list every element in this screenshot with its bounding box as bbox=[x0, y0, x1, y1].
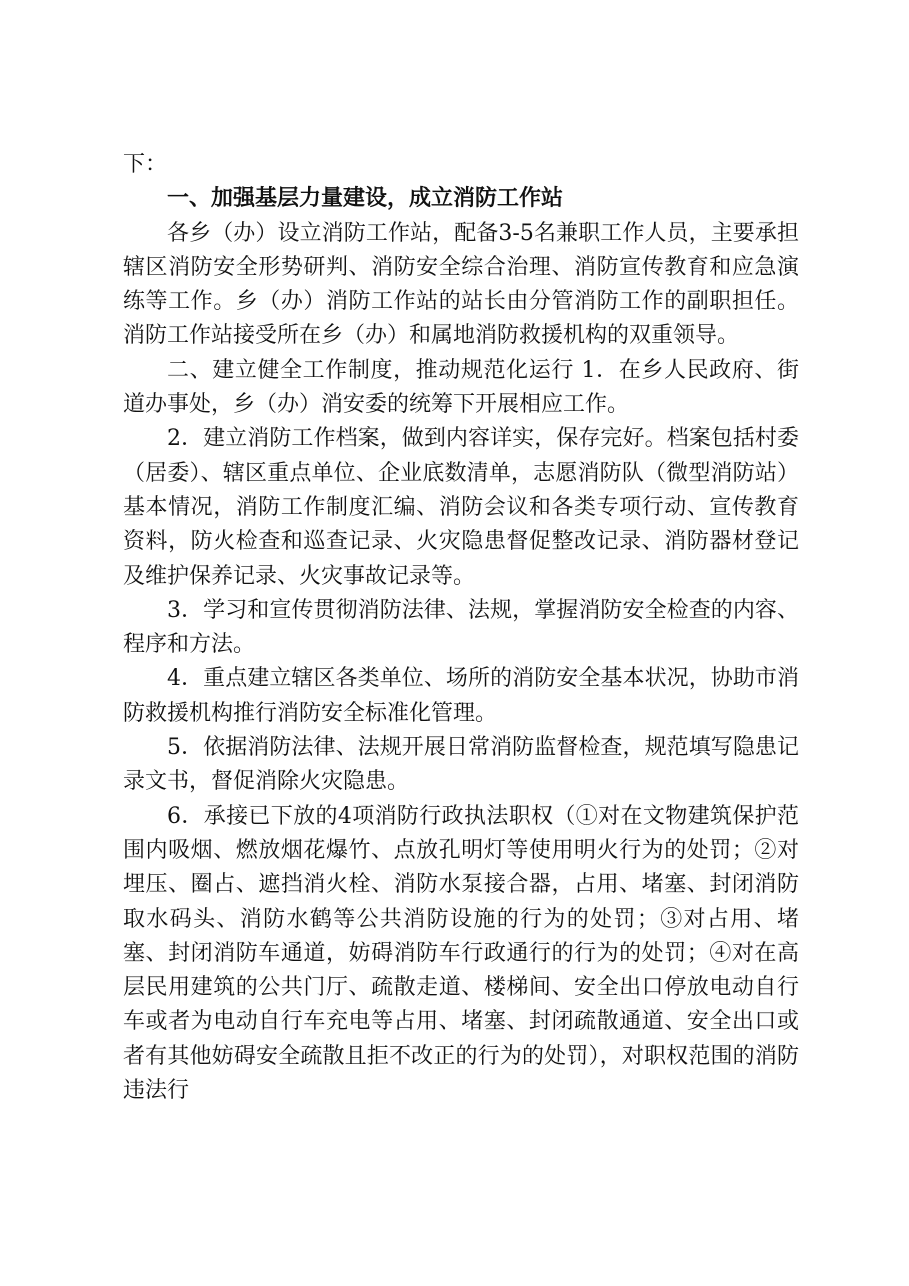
paragraph-workstation: 各乡（办）设立消防工作站，配备3-5名兼职工作人员，主要承担辖区消防安全形势研判、消防安全综合治理、消防宣传教育和应急演练等工作。乡（办）消防工作站的站长由分管消防工作的副职担任。消防工作站接受所在乡（办）和属地消防救援机构的双重领导。 bbox=[123, 220, 799, 349]
document-body bbox=[123, 148, 799, 1108]
list-item-6: 6．承接已下放的4项消防行政执法职权（①对在文物建筑保护范围内吸烟、燃放烟花爆竹、点放孔明灯等使用明火行为的处罚；②对埋压、圈占、遮挡消火栓、消防水泵接合器，占用、堵塞、封闭消防取水码头、消防水鹤等公共消防设施的行为的处罚；③对占用、堵塞、封闭消防车通道，妨碍消防车行政通行的行为的处罚；④对在高层民用建筑的公共门厅、疏散走道、楼梯间、安全出口停放电动自行车或者为电动自行车充电等占用、堵塞、封闭疏散通道、安全出口或者有其他妨碍安全疏散且拒不改正的行为的处罚），对职权范围的消防违法行 bbox=[123, 803, 799, 1104]
list-item-4: 4．重点建立辖区各类单位、场所的消防安全基本状况，协助市消防救援机构推行消防安全标准化管理。 bbox=[123, 666, 799, 726]
section-heading-1: 一、加强基层力量建设，成立消防工作站 bbox=[167, 186, 564, 212]
list-item-2: 2．建立消防工作档案，做到内容详实，保存完好。档案包括村委（居委）、辖区重点单位、企业底数清单，志愿消防队（微型消防站）基本情况，消防工作制度汇编、消防会议和各类专项行动、宣传教育资料，防火检查和巡查记录、火灾隐患督促整改记录、消防器材登记及维护保养记录、火灾事故记录等。 bbox=[123, 426, 799, 589]
paragraph-continuation: 下： bbox=[123, 152, 168, 177]
list-item-5: 5．依据消防法律、法规开展日常消防监督检查，规范填写隐患记录文书，督促消除火灾隐患。 bbox=[123, 735, 799, 795]
list-item-3: 3．学习和宣传贯彻消防法律、法规，掌握消防安全检查的内容、程序和方法。 bbox=[123, 597, 799, 658]
section-heading-2: 二、建立健全工作制度，推动规范化运行 1．在乡人民政府、街道办事处，乡（办）消安委的统筹下开展相应工作。 bbox=[123, 357, 799, 418]
